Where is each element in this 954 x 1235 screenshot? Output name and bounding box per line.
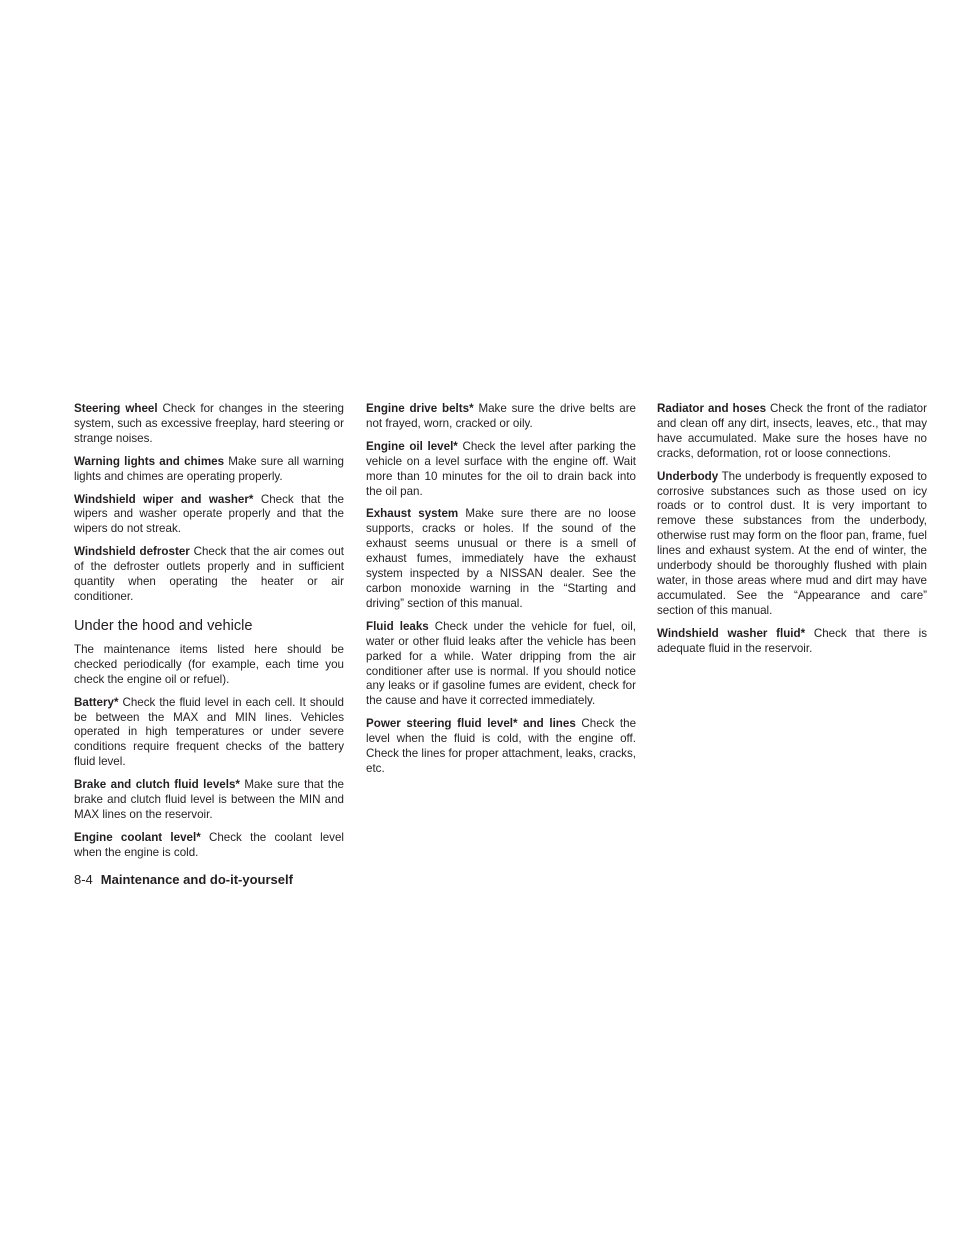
- item-term: Underbody: [657, 469, 719, 483]
- item-term: Power steering fluid level* and lines: [366, 717, 576, 731]
- item-term: Windshield wiper and washer*: [74, 492, 254, 506]
- item-term: Warning lights and chimes: [74, 454, 225, 468]
- item-term: Engine coolant level*: [74, 830, 201, 844]
- item-term: Engine drive belts*: [366, 402, 474, 415]
- item-text: Make sure the drive belts are not frayed, worn, cracked or oily.: [366, 402, 637, 430]
- item-text: Check under the vehicle for fuel, oil, water or other fluid leaks after the vehicle has been parked for a while. Water dripping from the air conditioner after use is normal. If you should notice any leaks or if gasoline fumes are evident, check for the cause and have it corrected immediately.: [366, 619, 636, 708]
- item-term: Engine oil level*: [366, 439, 458, 453]
- item-brake-clutch-fluid: [74, 778, 344, 823]
- item-text: Make sure there are no loose supports, cracks or holes. If the sound of the exhaust seems unusual or there is a smell of exhaust fumes, immediately have the exhaust system inspected by a NISSAN dealer. See the carbon monoxide warning in the “Starting and driving” section of this manual.: [366, 507, 636, 610]
- item-underbody: [657, 470, 927, 619]
- item-text: Check the coolant level when the engine is cold.: [74, 830, 344, 859]
- item-term: Exhaust system: [366, 507, 459, 521]
- page-footer: [74, 872, 293, 888]
- item-engine-oil-level: [366, 440, 636, 500]
- chapter-title: Maintenance and do-it-yourself: [100, 872, 293, 887]
- section-intro: The maintenance items listed here should be checked periodically (for example, each time you check the engine oil or refuel).: [74, 642, 344, 686]
- column-1: [74, 402, 344, 869]
- item-text: Make sure all warning lights and chimes are operating properly.: [74, 454, 344, 483]
- item-radiator-hoses: [657, 402, 927, 462]
- item-text: Check that the wipers and washer operate properly and that the wipers do not streak.: [74, 492, 344, 536]
- item-warning-lights: [74, 455, 344, 485]
- item-text: Check the fluid level in each cell. It should be between the MAX and MIN lines. Vehicles operated in high temperatures or under severe conditions require frequent checks of the battery fluid level.: [74, 695, 344, 769]
- page-number: 8-4: [74, 872, 93, 887]
- item-term: Fluid leaks: [366, 619, 429, 633]
- item-text: Check that the air comes out of the defroster outlets properly and in sufficient quantity when operating the heater or air conditioner.: [74, 545, 345, 603]
- item-text: Check the level when the fluid is cold, with the engine off. Check the lines for proper attachment, leaks, cracks, etc.: [366, 717, 637, 775]
- item-text: Check for changes in the steering system, such as excessive freeplay, hard steering or strange noises.: [74, 402, 344, 445]
- item-term: Windshield defroster: [74, 545, 190, 559]
- item-text: Check the level after parking the vehicle on a level surface with the engine off. Wait more than 10 minutes for the oil to drain back into the oil pan.: [366, 439, 636, 498]
- item-engine-drive-belts: [366, 402, 636, 432]
- item-battery: [74, 696, 344, 771]
- item-power-steering-fluid: [366, 717, 636, 777]
- item-term: Steering wheel: [74, 402, 158, 415]
- item-engine-coolant: [74, 831, 344, 861]
- item-text: Check the front of the radiator and clean off any dirt, insects, leaves, etc., that may have accumulated. Make sure the hoses have no cracks, deformation, rot or loose connections.: [657, 402, 927, 460]
- item-text: The underbody is frequently exposed to corrosive substances such as those used on icy roads or to control dust. It is very important to remove these substances from the underbody, otherwise rust may form on the floor pan, frame, fuel lines and exhaust system. At the end of winter, the underbody should be thoroughly flushed with plain water, in those areas where mud and dirt may have accumulated. See the “Appearance and care” section of this manual.: [657, 469, 927, 617]
- item-text: Check that there is adequate fluid in the reservoir.: [657, 626, 927, 655]
- column-2: [366, 402, 636, 785]
- item-exhaust-system: [366, 507, 636, 611]
- item-windshield-washer-fluid: [657, 627, 927, 657]
- item-steering-wheel: [74, 402, 344, 447]
- section-heading: Under the hood and vehicle: [74, 617, 253, 634]
- item-windshield-defroster: [74, 545, 344, 605]
- item-text: Make sure that the brake and clutch fluid level is between the MIN and MAX lines on the reservoir.: [74, 778, 344, 821]
- item-windshield-wiper: [74, 493, 344, 538]
- item-fluid-leaks: [366, 620, 636, 709]
- item-term: Brake and clutch fluid levels*: [74, 778, 240, 792]
- item-term: Windshield washer fluid*: [657, 626, 806, 640]
- item-term: Battery*: [74, 695, 119, 709]
- column-3: [657, 402, 927, 665]
- item-term: Radiator and hoses: [657, 402, 767, 415]
